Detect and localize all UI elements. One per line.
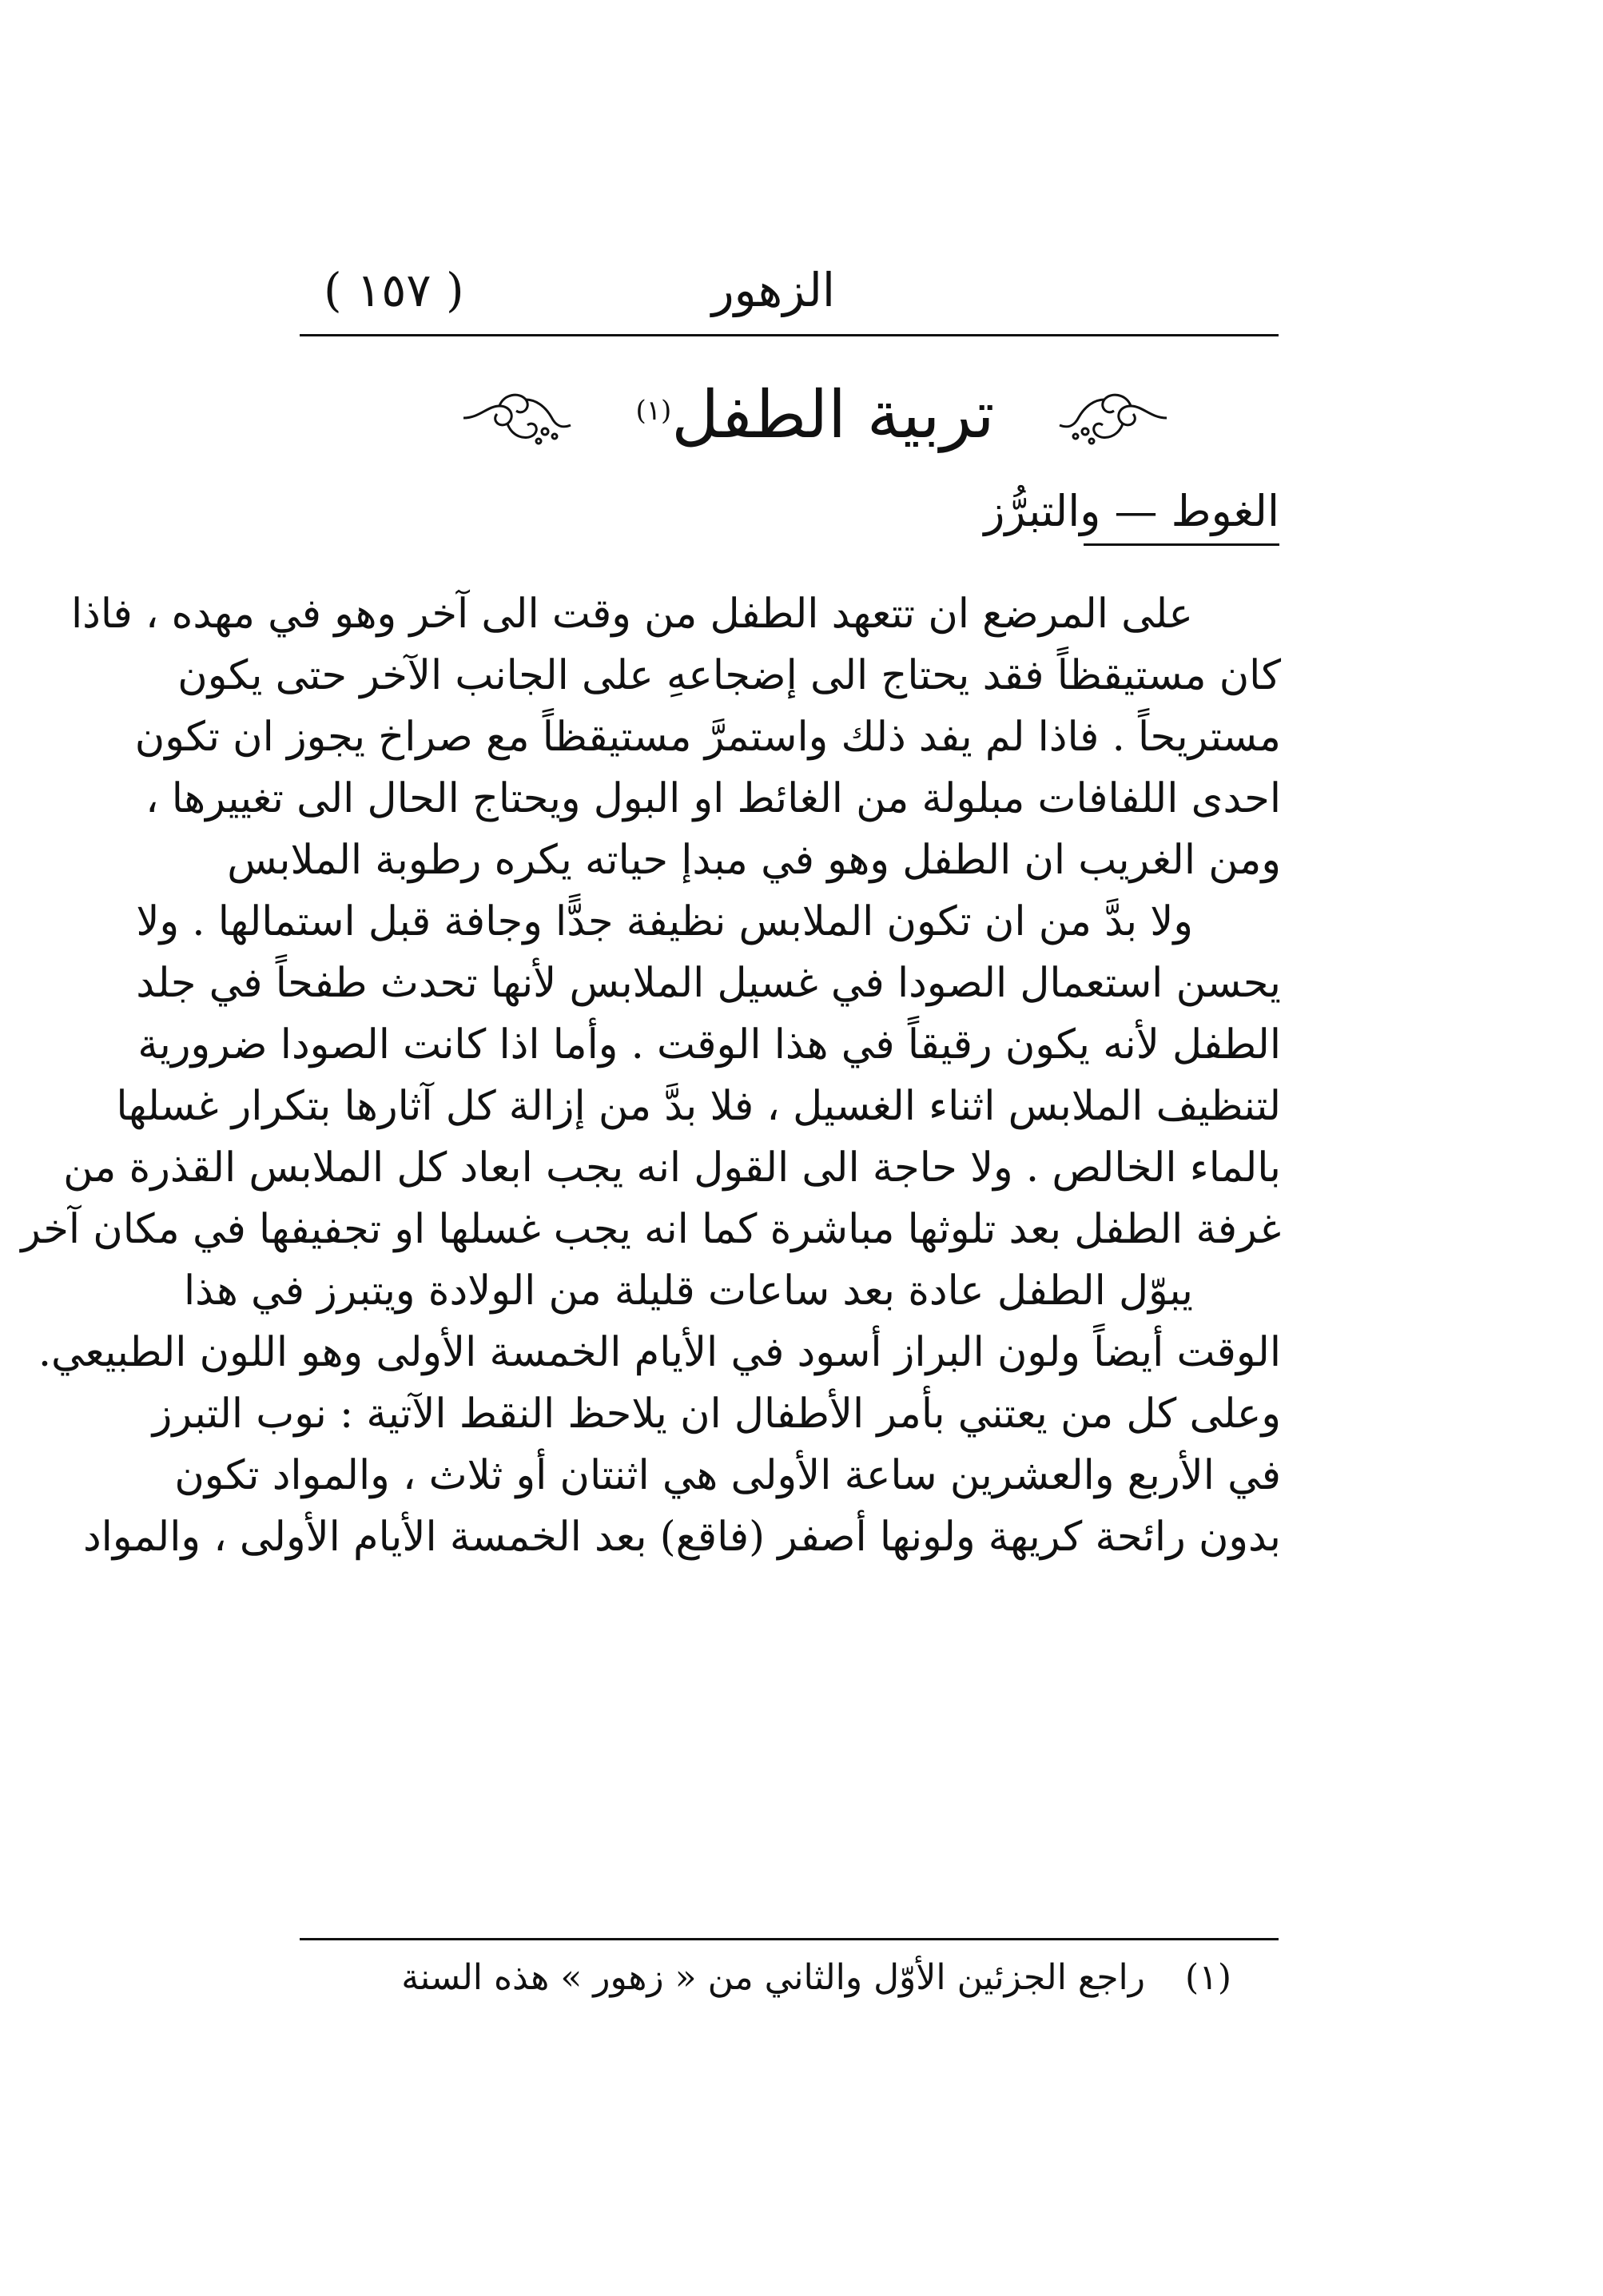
paragraph-line: ومن الغريب ان الطفل وهو في مبدإ حياته يكره رطوبة الملابس (227, 837, 1281, 884)
paragraph-line: الوقت أيضاً ولون البراز أسود في الأيام الخمسة الأولى وهو اللون الطبيعي. (38, 1329, 1281, 1376)
running-header (300, 254, 1279, 326)
paragraph-line: بدون رائحة كريهة ولونها أصفر (فاقع) بعد الخمسة الأيام الأولى ، والمواد (82, 1514, 1281, 1561)
footnote-text: راجع الجزئين الأوّل والثاني من « زهور » هذه السنة (401, 1957, 1146, 1998)
paragraph-line: في الأربع والعشرين ساعة الأولى هي اثنتان أو ثلاث ، والمواد تكون (174, 1452, 1281, 1499)
footnote-reference: (١) (635, 395, 672, 427)
paragraph-line: مستريحاً . فاذا لم يفد ذلك واستمرَّ مستيقظاً مع صراخ يجوز ان تكون (134, 714, 1281, 761)
section-heading-underline (1084, 543, 1279, 546)
paragraph-line: غرفة الطفل بعد تلوثها مباشرة كما انه يجب غسلها او تجفيفها في مكان آخر (21, 1206, 1281, 1253)
paragraph-line: يحسن استعمال الصودا في غسيل الملابس لأنها تحدث طفحاً في جلد (136, 960, 1281, 1007)
paragraph-line: بالماء الخالص . ولا حاجة الى القول انه يجب ابعاد كل الملابس القذرة من (63, 1144, 1281, 1192)
footnote (401, 1950, 1231, 2006)
floral-ornament-icon (455, 382, 575, 454)
running-title: الزهور (711, 263, 835, 317)
chapter-title-label: تربية الطفل (671, 377, 995, 453)
page-number: ( ١٥٧ ) (324, 263, 464, 317)
footnote-rule (300, 1938, 1279, 1940)
paragraph-line: الطفل لأنه يكون رقيقاً في هذا الوقت . وأما اذا كانت الصودا ضرورية (137, 1021, 1281, 1068)
section-heading: الغوط — والتبرُّز (984, 486, 1279, 536)
header-rule (300, 334, 1279, 336)
paragraph-line: وعلى كل من يعتني بأمر الأطفال ان يلاحظ النقط الآتية : نوب التبرز (152, 1391, 1281, 1438)
paragraph-line: على المرضع ان تتعهد الطفل من وقت الى آخر وهو في مهده ، فاذا (70, 591, 1193, 638)
chapter-title (471, 368, 1159, 464)
paragraph-line: كان مستيقظاً فقد يحتاج الى إضجاعهِ على الجانب الآخر حتى يكون (177, 652, 1281, 699)
footnote-marker: (١) (1185, 1957, 1231, 1998)
paragraph-line: ولا بدَّ من ان تكون الملابس نظيفة جدًّا وجافة قبل استمالها . ولا (136, 898, 1193, 945)
paragraph-line: يبوّل الطفل عادة بعد ساعات قليلة من الولادة ويتبرز في هذا (184, 1267, 1193, 1315)
paragraph-line: لتنظيف الملابس اثناء الغسيل ، فلا بدَّ من إزالة كل آثارها بتكرار غسلها (116, 1083, 1281, 1130)
body-text (21, 583, 1281, 1568)
paragraph-line: احدى اللفافات مبلولة من الغائط او البول ويحتاج الحال الى تغييرها ، (145, 775, 1281, 822)
